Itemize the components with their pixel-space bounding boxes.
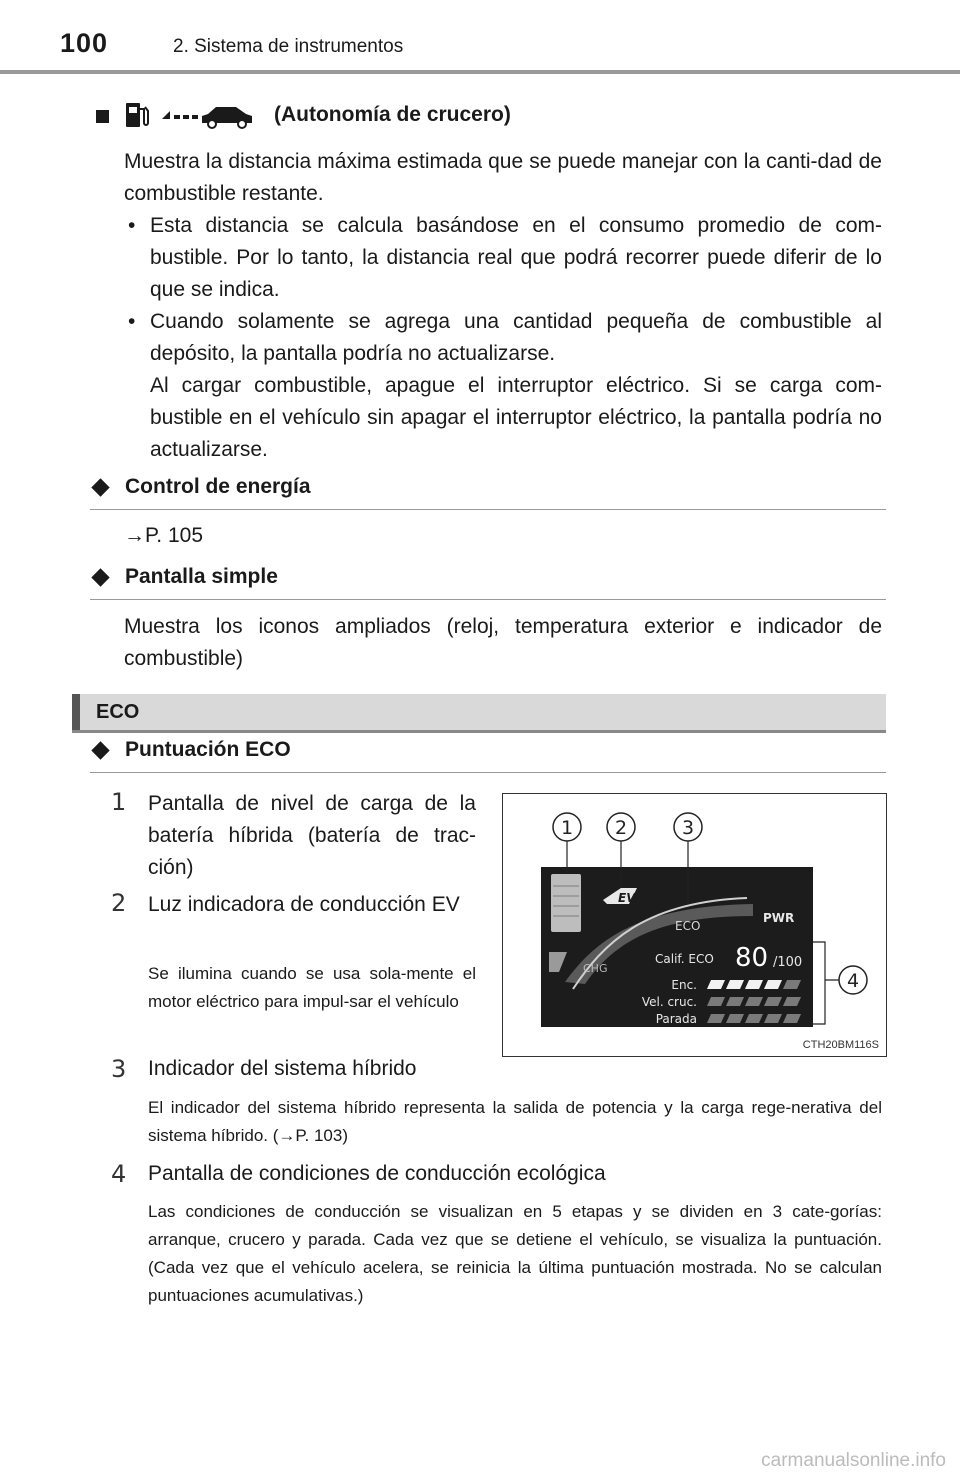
simple-paragraph: Muestra los iconos ampliados (reloj, temperatura exterior e indicador de combustible): [124, 615, 882, 670]
dashes-icon: [162, 111, 198, 119]
eco-condition-bars: [707, 980, 801, 1023]
fuel-pump-icon: [126, 103, 148, 127]
item-3-title: Indicador del sistema híbrido: [148, 1057, 417, 1080]
eco-score-max: /100: [773, 955, 803, 970]
callout-1: [553, 813, 581, 841]
bullet-dot: •: [128, 310, 136, 333]
figure-caption: CTH20BM116S: [802, 1039, 879, 1051]
callout-4: [839, 966, 867, 994]
section-rule: [90, 599, 886, 600]
row-label-parada: Parada: [655, 1012, 697, 1026]
eco-score-value: 80: [735, 943, 769, 973]
callout-2: [607, 813, 635, 841]
control-page-reference[interactable]: →P. 105: [124, 524, 204, 547]
autonomia-heading: (Autonomía de crucero): [274, 103, 511, 126]
row-label-vel-cruc: Vel. cruc.: [641, 995, 697, 1009]
item-number-1: 1: [111, 788, 127, 816]
autonomia-paragraph: Muestra la distancia máxima estimada que se puede manejar con la canti-dad de combustible restante.: [124, 150, 882, 205]
eco-display-illustration: [503, 794, 886, 1056]
section-rule: [90, 509, 886, 510]
callout-3: [674, 813, 702, 841]
eco-section-bar: [72, 694, 886, 733]
square-bullet: [96, 110, 109, 123]
calif-eco-label: Calif. ECO: [655, 952, 714, 966]
item-2-description: Se ilumina cuando se usa sola-mente el motor eléctrico para impul-sar el vehículo: [148, 964, 476, 1011]
item-3-description: El indicador del sistema híbrido representa la salida de potencia y la carga rege-nerativa del sistema híbrido. (→P. 103): [148, 1098, 882, 1145]
ev-label: EV: [618, 891, 636, 905]
car-icon: [202, 107, 252, 128]
bullet-dot: •: [128, 214, 136, 237]
callout-1-label: 1: [560, 817, 574, 839]
row-label-enc: Enc.: [671, 978, 697, 992]
autonomia-bullet-2b: Al cargar combustible, apague el interruptor eléctrico. Si se carga com-bustible en el vehículo sin apagar el interruptor eléctrico, la pantalla podría no actualizarse.: [150, 374, 882, 461]
chg-zone-label: CHG: [583, 962, 608, 975]
page-number: 100: [60, 28, 109, 58]
item-number-3: 3: [111, 1055, 127, 1083]
section-rule: [90, 772, 886, 773]
item-1-title: Pantalla de nivel de carga de la batería híbrida (batería de trac-ción): [148, 792, 476, 879]
battery-gauge: [551, 874, 581, 932]
header-title: 2. Sistema de instrumentos: [173, 36, 404, 57]
callout-4-label: 4: [846, 970, 860, 992]
item-4-description: Las condiciones de conducción se visualizan en 5 etapas y se dividen en 3 cate-gorías: arranque, crucero y parada. Cada vez que se detiene el vehículo, se visualiza la puntuación. (Cada vez que el vehículo acelera, se reinicia la última puntuación mostrada. No se calculan puntuaciones acumulativas.): [148, 1202, 882, 1305]
diamond-bullet-icon: [91, 741, 109, 759]
diamond-bullet-icon: [91, 568, 109, 586]
bracket-4: [813, 942, 839, 1024]
eco-zone-label: ECO: [675, 919, 701, 933]
footer-watermark: carmanualsonline.info: [761, 1450, 946, 1471]
header-rule: [0, 70, 960, 74]
simple-heading: Pantalla simple: [125, 565, 278, 588]
pwr-zone-label: PWR: [763, 911, 795, 925]
autonomia-heading-row: [124, 99, 511, 131]
puntuacion-heading: Puntuación ECO: [125, 738, 291, 761]
item-2-title: Luz indicadora de conducción EV: [148, 893, 460, 916]
control-heading-row: [90, 475, 311, 499]
autonomia-bullet-1: Esta distancia se calcula basándose en el consumo promedio de com-bustible. Por lo tanto, la distancia real que podrá recorrer puede diferir de lo que se indica.: [150, 214, 882, 301]
eco-score-figure: [502, 793, 887, 1057]
autonomia-bullet-2a: Cuando solamente se agrega una cantidad pequeña de combustible al depósito, la pantalla podría no actualizarse.: [150, 310, 882, 365]
item-number-2: 2: [111, 889, 127, 917]
control-heading: Control de energía: [125, 475, 311, 498]
diamond-bullet-icon: [91, 478, 109, 496]
eco-section-label: ECO: [96, 701, 140, 723]
callout-2-label: 2: [614, 817, 628, 839]
puntuacion-heading-row: [90, 738, 291, 762]
callout-3-label: 3: [681, 817, 695, 839]
item-number-4: 4: [111, 1160, 127, 1188]
eco-section-tab: [72, 694, 80, 730]
cruising-range-icons: [124, 99, 264, 131]
item-4-title: Pantalla de condiciones de conducción ecológica: [148, 1162, 606, 1185]
simple-heading-row: [90, 565, 278, 589]
